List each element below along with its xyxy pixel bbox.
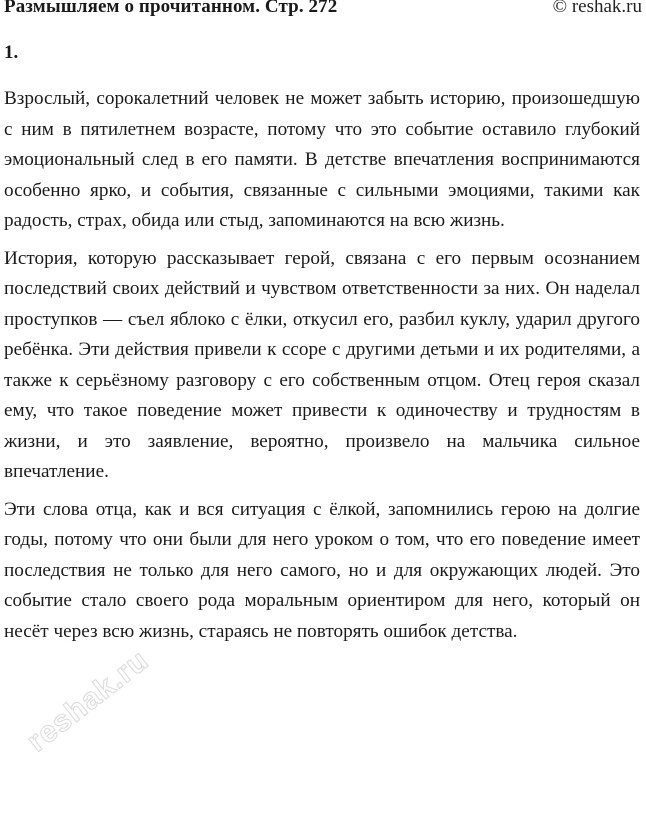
paragraph-2: История, которую рассказывает герой, связана с его первым осознанием последствий своих действий и чувством ответственности за них. Он наделал проступков — съел яблоко с ёлки, откусил его, разбил куклу, ударил другого ребёнка. Эти действия привели к ссоре с другими детьми и их родителями, а также к серьёзному разговору с его собственным отцом. Отец героя сказал ему, что такое поведение может привести к одиночеству и трудностям в жизни, и это заявление, вероятно, произвело на мальчика сильное впечатление. [4,247,640,482]
source-credit: © reshak.ru [552,0,642,17]
page-header [4,0,642,20]
watermark-logo [21,643,157,796]
answer-body [4,84,640,654]
task-number: 1. [4,42,19,63]
paragraph-1: Взрослый, сорокалетний человек не может забыть историю, произошедшую с ним в пятилетнем возрасте, потому что это событие оставило глубокий эмоциональный след в его памяти. В детстве впечатления воспринимаются особенно ярко, и события, связанные с сильными эмоциями, такими как радость, страх, обида или стыд, запоминаются на всю жизнь. [4,88,640,231]
paragraph-3: Эти слова отца, как и вся ситуация с ёлкой, запомнились герою на долгие годы, потому что они были для него уроком о том, что его поведение имеет последствия не только для него самого, но и для окружающих людей. Это событие стало своего рода моральным ориентиром для него, который он несёт через всю жизнь, стараясь не повторять ошибок детства. [4,498,640,642]
page-title: Размышляем о прочитанном. Стр. 272 [4,0,338,17]
watermark-text: reshak.ru [21,643,155,759]
